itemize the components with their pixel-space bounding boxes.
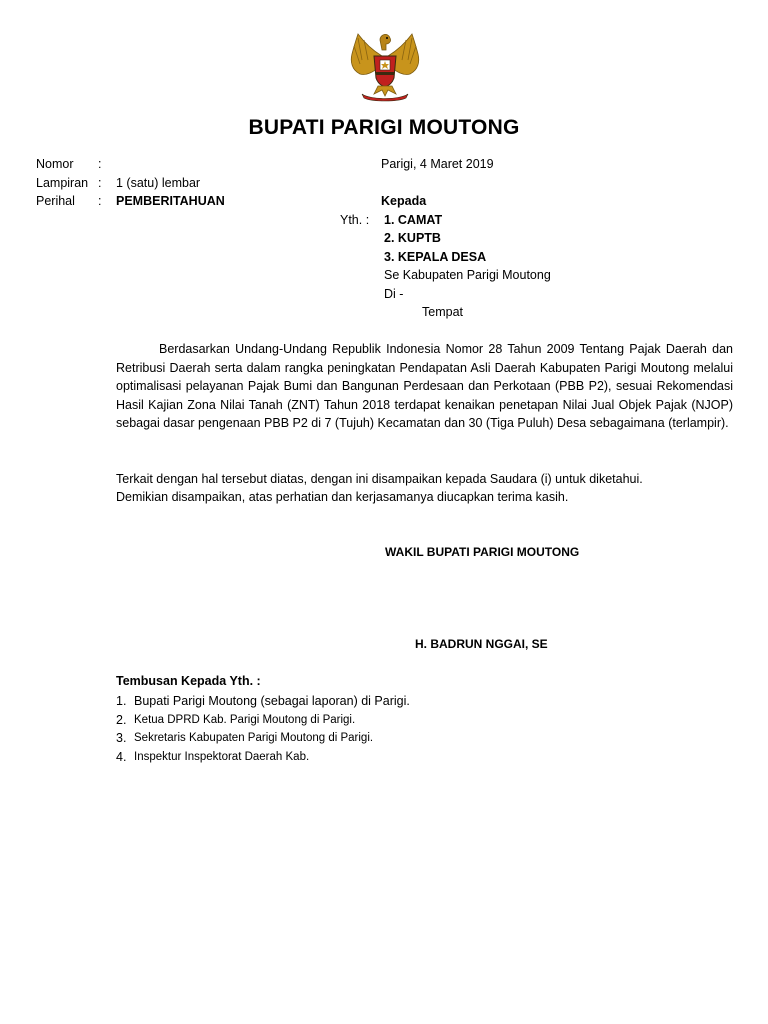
perihal-label: Perihal	[36, 194, 75, 208]
body-paragraph-closing: Demikian disampaikan, atas perhatian dan kerjasamanya diucapkan terima kasih.	[116, 490, 569, 504]
body-paragraph-main: Berdasarkan Undang-Undang Republik Indonesia Nomor 28 Tahun 2009 Tentang Pajak Daerah dan Retribusi Daerah serta dalam rangka peningkatan Pendapatan Asli Daerah Kabupaten Parigi Moutong melalui optimalisasi pelayanan Pajak Bumi dan Bangunan Perdesaan dan Perkotaan (PBB P2), sesuai Rekomendasi Hasil Kajian Zona Nilai Tanah (ZNT) Tahun 2018 terdapat kenaikan penetapan Nilai Jual Objek Pajak (NJOP) sebagai dasar pengenaan PBB P2 di 7 (Tujuh) Kecamatan dan 30 (Tiga Puluh) Desa sebagaimana (terlampir).	[116, 342, 733, 431]
cc-list-item	[116, 692, 410, 711]
cc-item-number: 4.	[116, 749, 127, 764]
cc-item-text: Ketua DPRD Kab. Parigi Moutong di Parigi.	[134, 713, 356, 726]
recipient-di: Di -	[384, 287, 404, 301]
letter-title: BUPATI PARIGI MOUTONG	[248, 116, 520, 139]
garuda-emblem-icon	[344, 30, 426, 102]
recipient-tempat: Tempat	[422, 305, 463, 319]
lampiran-separator: :	[98, 176, 102, 190]
place-date: Parigi, 4 Maret 2019	[381, 157, 494, 171]
nomor-label: Nomor	[36, 157, 74, 171]
signature-position: WAKIL BUPATI PARIGI MOUTONG	[385, 545, 580, 559]
cc-list-item	[116, 711, 410, 730]
lampiran-label: Lampiran	[36, 176, 89, 190]
cc-item-number: 1.	[116, 694, 127, 708]
body-paragraph-notice: Terkait dengan hal tersebut diatas, dengan ini disampaikan kepada Saudara (i) untuk diketahui.	[116, 472, 643, 486]
cc-item-number: 3.	[116, 731, 127, 745]
cc-item-text: Inspektur Inspektorat Daerah Kab.	[134, 750, 310, 763]
cc-item-text: Sekretaris Kabupaten Parigi Moutong di Parigi.	[134, 732, 374, 744]
signature-name: H. BADRUN NGGAI, SE	[415, 637, 548, 651]
cc-heading: Tembusan Kepada Yth. :	[116, 674, 261, 688]
recipient-scope: Se Kabupaten Parigi Moutong	[384, 268, 551, 282]
nomor-separator: :	[98, 157, 102, 171]
recipient-item: 2. KUPTB	[384, 231, 441, 245]
lampiran-value: 1 (satu) lembar	[116, 176, 201, 190]
cc-item-number: 2.	[116, 712, 127, 727]
perihal-separator: :	[98, 194, 102, 208]
recipient-item: 1. CAMAT	[384, 213, 443, 227]
recipient-item: 3. KEPALA DESA	[384, 250, 487, 264]
cc-item-text: Bupati Parigi Moutong (sebagai laporan) di Parigi.	[134, 694, 410, 708]
cc-list	[116, 692, 410, 766]
cc-list-item	[116, 748, 410, 767]
cc-list-item	[116, 729, 410, 748]
yth-label: Yth. :	[340, 213, 370, 227]
perihal-value: PEMBERITAHUAN	[116, 194, 225, 208]
kepada-label: Kepada	[381, 194, 427, 208]
